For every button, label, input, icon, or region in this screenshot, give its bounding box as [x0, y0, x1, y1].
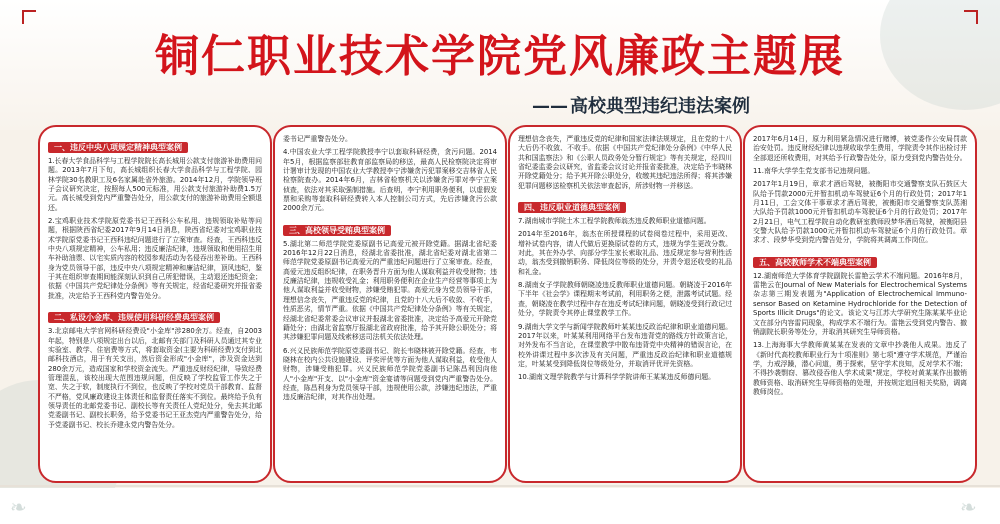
section-heading: 四、违反职业道德典型案例 — [518, 202, 626, 213]
case-paragraph: 5.湖北第二师范学院党委原副书记高爱元被开除党籍。据湖北省纪委2016年12月22日消息，经湖北省委批准，湖北省纪委对湖北省第二师范学院党委原副书记高爱元的严重违纪问题进行了立案审查。经查，高爱元违反组织纪律，在职务晋升方面为他人谋取利益并收受财物；违反廉洁纪律，违规收受礼金；利用职务便利在企业生产经营等事项上为他人谋取利益并收受财物，涉嫌受贿犯罪。高爱元身为党员领导干部，理想信念丧失，严重违反党的纪律，且党的十八大后不收敛、不收手，性质恶劣，情节严重。依据《中国共产党纪律处分条例》等有关规定，经湖北省纪委常委会议审议并报湖北省委批准，决定给予高爱元开除党籍处分；由湖北省监察厅报湖北省政府批准，给予其开除公职处分；将其涉嫌犯罪问题及线索移送司法机关依法处理。 — [283, 239, 497, 342]
leaf-icon: ❧ — [960, 495, 977, 519]
content-panel-4 — [743, 125, 977, 483]
case-paragraph: 1.长春大学食品科学与工程学院院长高长城用公款支付旅游补助费用问题。2013年7月下旬，高长城组织长春大学食品科学与工程学院、园林学院30名教职工及6名家属赴省外旅游。2014年12月，学院领导班子会议研究决定，按照每人500元标准，用公款支付旅游补助费1.5万元。高长城受到党内严重警告处分，用公款支付的旅游补助费用全额退还。 — [48, 157, 262, 212]
case-paragraph: 理想信念丧失，严重违反党的纪律和国家法律法规规定，且在党的十八大后仍不收敛、不收手。依据《中国共产党纪律处分条例》《中华人民共和国监察法》和《公职人员政务处分暂行规定》等有关规定，经四川省纪委监委会议研究，省监委会议讨论并报省委批准，决定给予韦晓林开除党籍处分；给予其开除公职处分，收缴其违纪违法所得；将其涉嫌犯罪问题移送检察机关依法审查起诉，所涉财物一并移送。 — [518, 135, 732, 190]
case-paragraph: 6.兴义民族师范学院原党委副书记、院长韦晓林被开除党籍。经查，韦晓林在校内公共设施建设、评奖评优等方面为他人谋取利益，收受他人财物，涉嫌受贿犯罪。兴义民族师范学院党委副书记陈昌利因向他人"小金库"开支、以"小金库"资金宴请等问题受到党内严重警告处分。经查，陈昌利身为党员领导干部，违规使用公款，涉嫌违纪违法，严重违反廉洁纪律，对其作出处理。 — [283, 346, 497, 402]
case-paragraph: 13.上海海事大学教师黄某某在发表的文章中抄袭他人成果。违反了《新时代高校教师职业行为十项准则》第七项"遵守学术规范，严谨治学，力戒浮躁，潜心问道，勇于探索，坚守学术良知，反对学术不端；不得抄袭剽窃、篡改侵吞他人学术成果"规定，学校对黄某某作出撤销教师资格、取消研究生导师资格的处理，并按规定追回相关奖励，调离教师岗位。 — [753, 341, 967, 396]
case-paragraph: 2.宝鸡职业技术学院原党委书记王西科公车私用、违规领取补贴等问题，根据陕西省纪委2017年9月14日消息，陕西省纪委对宝鸡职业技术学院原党委书记王西科违纪问题进行了立案审查。经查，王西科违反中央八项规定精神，公车私用；违反廉洁纪律，违规领取和使用招生用车补助油票、以宅实质内容的校园参观活动为名侵吞出差补助。王西科身为党员领导干部，违反中央八项规定精神和廉洁纪律，顶风违纪，鉴于其在组织审查期间能深刻认识到自己所犯错误，主动退还违纪资金；依据《中国共产党纪律处分条例》等有关规定，经省纪委研究并报省委批准，决定给予王西科党内警告处分。 — [48, 217, 262, 300]
content-panel-3 — [508, 125, 742, 483]
case-paragraph: 7.湖南城市学院土木工程学院教师翁杰违反教师职业道德问题。 — [518, 217, 711, 226]
leaf-icon: ❧ — [10, 495, 27, 519]
case-paragraph: 11.南华大学学生党支部书记违规问题。 — [753, 167, 875, 176]
footer-band — [0, 488, 1000, 524]
content-panel-1 — [38, 125, 272, 483]
case-paragraph: 10.湖南文理学院教学与计算科学学院讲师王某某违反师德问题。 — [518, 373, 716, 382]
case-paragraph: 2017年6月14日，原力利用紧急情况进行赌博，被党委作公安局罚款治安处罚。违反财经纪律以违规收取学生费用，学院责令其作出检讨并全部退还所收费用，对其给予行政警告处分，原力受到党内警告处分。 — [753, 135, 967, 162]
section-heading: 二、私设小金库、违规使用科研经费典型案例 — [48, 312, 220, 323]
case-paragraph: 委书记严重警告处分。 — [283, 135, 352, 143]
case-paragraph: 3.北京邮电大学官网科研经费设"小金库"涉280余万。经查，自2003年起，特别是八项规定出台以后，北邮有关部门及科研人员通过其专业实验室、教学、住宿费等方式，将套取资金(主要为科研经费)支付到北邮科技酒店，用于有关支出，然后资金形成"小金库"，涉及资金达到280余万元，造成国家和学校资金流失。严重违反财经纪律，导致经费管理混乱，该校出现大范围违规问题，但反映了学校监管工作失之于宽、失之于软，制度执行不到位，也反映了学校对党员干部教育、监督不严格，党风廉政建设主体责任和监督责任落实不到位。最终给予负有领导责任的北邮党委书记、副校长等有关责任人党纪处分，免去其北邮党委副书记、副校长职务，给予党委书记王亚杰党内严重警告处分，给予党委副书记、校长乔建永党内警告处分。 — [48, 327, 262, 429]
case-paragraph: 9.湖南大学文学与新闻学院教师叶某某违反政治纪律和职业道德问题。2017年以来，叶某某利用网络平台发布违背党的路线方针政策言论，对外发布不当言论，在课堂教学中散布违背党中央精神的错误言论，在校外讲课过程中多次涉及有关问题，严重违反政治纪律和职业道德规定，叶某某受到降低岗位等级处分，并取消评优评先资格。 — [518, 322, 732, 368]
case-paragraph: 2014年至2016年，翁杰在所授课程的试卷阅卷过程中，采用更改、增补试卷内容，请人代做后更换原试卷的方式，违规为学生更改分数。对此，其在外办学、向部分学生家长索取礼品、违反规定参与营利性活动，翁杰受到撤销职务、降低岗位等级的处分，并责令退还收受的礼品和礼金。 — [518, 230, 732, 276]
case-paragraph: 12.湖南师范大学体育学院副院长雷艳云学术不端问题。2016年8月，雷艳云在Journal of New Materials for Electrochemical Systems杂志第三期发表题为"Application of Electrochemical Immuno-sensor Based on Ketamine Hydrochloride for the Detection of Sports Illicit Drugs"的论文。该论文与江苏大学研究生陈某某毕业论文在部分内容雷同现象，构成学术不端行为。雷艳云受到党内警告、撤销副院长职务等处分，并取消其研究生导师资格。 — [753, 271, 967, 336]
page-title: 铜仁职业技术学院党风廉政主题展 — [155, 31, 845, 82]
footer-divider — [0, 485, 1000, 487]
content-panel-2 — [273, 125, 507, 483]
case-paragraph: 8.湖南女子学院教师朝晓凌违反教师职业道德问题。朝晓凌于2016年下半年《社会学》课程期末考试前，利用职务之便，泄露考试试题。经查，朝晓凌在教学过程中存在违反考试纪律问题，朝晓凌受到行政记过处分，学院责令其停止课堂教学工作。 — [518, 281, 732, 318]
case-paragraph: 2017年1月19日，章求才酒后驾驶，被衡阳市交通警察支队石鼓区大队给予罚款2000元并暂扣机动车驾驶证6个月的行政处罚；2017年1月11日，工会文体干事章求才酒后驾驶，被衡阳市交通警察支队蒸湘大队给予罚款1000元并暂扣机动车驾驶证6个月的行政处罚；2017年2月21日，电气工程学院自动化教研室教师段梦华酒后驾驶，被衡阳县交警大队给予罚款1000元并暂扣机动车驾驶证6个月的行政处罚。章求才、段梦华受到党内警告处分，学院将其调离工作岗位。 — [753, 180, 967, 245]
page-subtitle: —— 高校典型违纪违法案例 — [532, 92, 750, 118]
case-paragraph: 4.中国农业大学工程学院教授李宁以套取科研经费，贪污问题。2014年5月，根据监察部驻教育部监察局的移送，最高人民检察院决定将审计署审计发现的中国农业大学教授李宁涉嫌贪污犯罪案移交吉林省人民检察院查办。2014年6月，吉林省检察机关以涉嫌贪污罪对李宁立案侦查，依法对其采取强制措施。后查明，李宁利用职务便利，以虚假发票和采购等套取科研经费转入本人控制公司方式，先后涉嫌贪污公款2000余万元。 — [283, 148, 497, 213]
section-heading: 五、高校教师学术不端典型案例 — [753, 257, 877, 268]
section-heading: 一、违反中央八项规定精神典型案例 — [48, 142, 188, 153]
section-heading: 三、高校领导受贿典型案例 — [283, 225, 391, 236]
